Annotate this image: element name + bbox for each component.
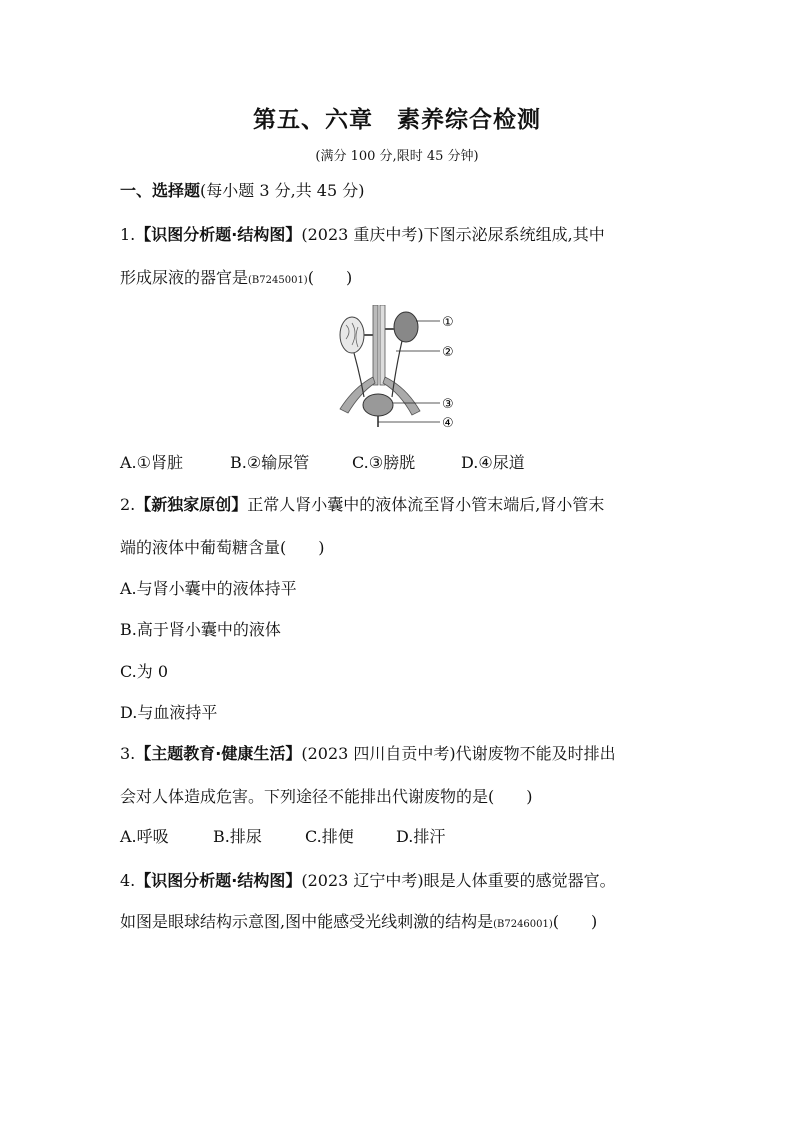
urinary-system-figure — [330, 305, 460, 430]
bladder-shape — [363, 394, 393, 416]
question-1-options — [120, 450, 525, 473]
question-2-line-1 — [120, 492, 604, 515]
page-title: 第五、六章 素养综合检测 — [253, 107, 541, 133]
option-b[interactable]: B.②输尿管 — [230, 453, 310, 472]
question-4-line-1 — [120, 868, 616, 891]
option-d[interactable]: D.排汗 — [396, 827, 446, 846]
question-source: (2023 四川自贡中考) — [301, 744, 456, 763]
answer-blank: ( ) — [280, 538, 325, 557]
left-kidney-shape — [340, 317, 364, 353]
option-a[interactable]: A.与肾小囊中的液体持平 — [120, 579, 297, 598]
figure-label-1: ① — [442, 315, 454, 330]
option-d[interactable]: D.④尿道 — [461, 453, 525, 472]
question-number: 3. — [120, 744, 136, 763]
question-2-line-2 — [120, 535, 325, 558]
question-code: (B7245001) — [248, 275, 308, 286]
question-1-line-2 — [120, 265, 352, 288]
option-c[interactable]: C.排便 — [305, 827, 354, 846]
question-3-line-2 — [120, 784, 533, 807]
page-subtitle: (满分 100 分,限时 45 分钟) — [315, 149, 479, 164]
answer-blank: ( ) — [488, 787, 533, 806]
question-tag: 【识图分析题·结构图】 — [135, 871, 302, 890]
question-text: 如图是眼球结构示意图,图中能感受光线刺激的结构是 — [120, 912, 494, 931]
question-text: 下图示泌尿系统组成,其中 — [423, 225, 605, 244]
question-source: (2023 辽宁中考) — [301, 871, 424, 890]
question-number: 1. — [120, 225, 136, 244]
figure-label-4: ④ — [442, 416, 454, 430]
question-text: 正常人肾小囊中的液体流至肾小管末端后,肾小管末 — [247, 495, 605, 514]
option-b[interactable]: B.排尿 — [213, 827, 262, 846]
question-number: 2. — [120, 495, 136, 514]
section-note: (每小题 3 分,共 45 分) — [200, 181, 365, 200]
section-heading — [120, 178, 364, 201]
question-text: 形成尿液的器官是 — [120, 268, 249, 287]
question-code: (B7246001) — [493, 919, 553, 930]
question-4-line-2 — [120, 909, 597, 932]
question-1-line-1 — [120, 222, 605, 245]
figure-label-3: ③ — [442, 397, 454, 412]
question-3-options — [120, 824, 445, 847]
option-c[interactable]: C.③膀胱 — [352, 453, 416, 472]
question-text: 眼是人体重要的感觉器官。 — [423, 871, 616, 890]
option-a[interactable]: A.呼吸 — [120, 827, 169, 846]
option-d[interactable]: D.与血液持平 — [120, 703, 218, 722]
answer-blank: ( ) — [552, 912, 598, 931]
question-text: 端的液体中葡萄糖含量 — [120, 538, 281, 557]
question-tag: 【新独家原创】 — [135, 495, 248, 514]
option-c[interactable]: C.为 0 — [120, 662, 169, 681]
right-kidney-shape — [394, 312, 418, 342]
question-text: 会对人体造成危害。下列途径不能排出代谢废物的是 — [120, 787, 489, 806]
section-title: 一、选择题 — [120, 181, 201, 200]
figure-label-2: ② — [442, 345, 454, 360]
question-tag: 【识图分析题·结构图】 — [135, 225, 302, 244]
question-text: 代谢废物不能及时排出 — [455, 744, 616, 763]
question-tag: 【主题教育·健康生活】 — [135, 744, 302, 763]
option-a[interactable]: A.①肾脏 — [120, 453, 183, 472]
question-source: (2023 重庆中考) — [301, 225, 424, 244]
question-3-line-1 — [120, 741, 616, 764]
answer-blank: ( ) — [307, 268, 353, 287]
option-b[interactable]: B.高于肾小囊中的液体 — [120, 620, 281, 639]
question-number: 4. — [120, 871, 136, 890]
